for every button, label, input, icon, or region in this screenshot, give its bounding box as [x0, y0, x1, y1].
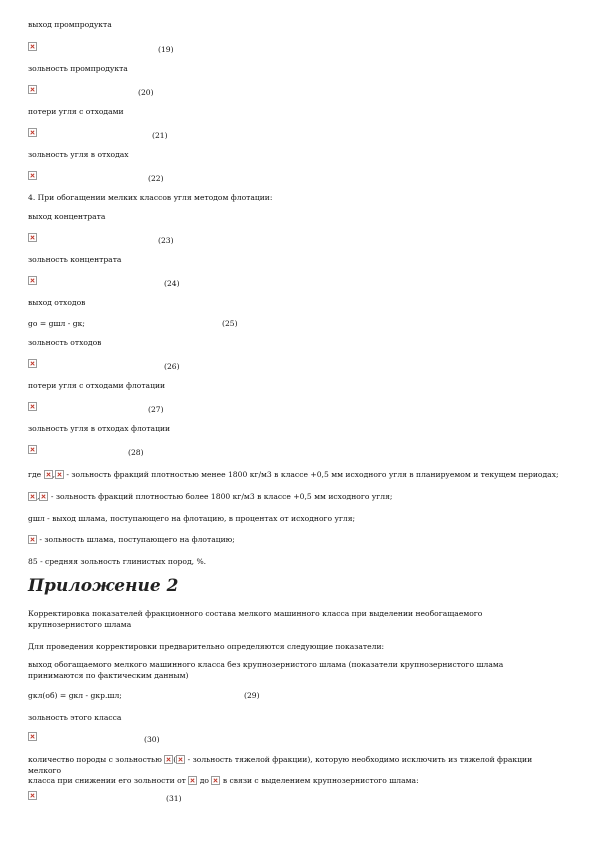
- text-line: выход концентрата: [28, 212, 106, 221]
- broken-image-icon: [188, 776, 197, 785]
- text-line: потери угля с отходами флотации: [28, 381, 166, 390]
- paragraph-text: - зольность тяжелой фракции), которую необходимо исключить из тяжелой фракции мелкого: [28, 755, 533, 775]
- intro-line: Для проведения корректировки предварительно определяются следующие показатели:: [28, 642, 385, 651]
- section-heading: 4. При обогащении мелких классов угля методом флотации:: [28, 193, 273, 202]
- equation-number: (28): [128, 448, 144, 457]
- broken-image-icon: [28, 492, 37, 501]
- broken-image-icon: [28, 402, 38, 412]
- definition-text: - зольность шлама, поступающего на флотацию;: [39, 535, 235, 544]
- equation-number: (23): [158, 236, 174, 245]
- broken-image-icon: [211, 776, 220, 785]
- appendix-subtitle: Корректировка показателей фракционного состава мелкого машинного класса при выделении необогащаемого крупнозернистого шлама: [28, 609, 483, 629]
- definition-text: - зольность фракций плотностью менее 1800 кг/м3 в классе +0,5 мм исходного угля в планируемом и текущем периодах;: [66, 470, 559, 479]
- broken-image-icon: [39, 492, 48, 501]
- text-line: потери угля с отходами: [28, 107, 124, 116]
- equation-number: (27): [148, 405, 164, 414]
- equation-number: (21): [152, 131, 168, 140]
- paragraph-text: в связи с выделением крупнозернистого шлама:: [222, 776, 419, 785]
- equation-number: (26): [164, 362, 180, 371]
- equation-number: (30): [144, 735, 160, 744]
- broken-image-icon: [28, 85, 38, 95]
- paragraph: количество породы с зольностью ( - зольность тяжелой фракции), которую необходимо исключить из тяжелой фракции мелкого класса при снижении его зольности от до в связи с выделением крупнозернистого шлама:: [28, 755, 533, 785]
- definition-line: где , - зольность фракций плотностью менее 1800 кг/м3 в классе +0,5 мм исходного угля в планируемом и текущем периодах;: [28, 470, 559, 479]
- broken-image-icon: [28, 791, 38, 801]
- equation-number: (20): [138, 88, 154, 97]
- text-line: зольность концентрата: [28, 255, 122, 264]
- text-line: зольность отходов: [28, 338, 102, 347]
- equation-number: (29): [244, 691, 260, 700]
- broken-image-icon: [28, 445, 38, 455]
- paragraph: выход обогащаемого мелкого машинного класса без крупнозернистого шлама (показатели крупнозернистого шлама принимаются по фактическим данным): [28, 660, 504, 680]
- where-prefix: где: [28, 470, 42, 479]
- text-line: зольность угля в отходах флотации: [28, 424, 171, 433]
- definition-line: 85 - средняя зольность глинистых пород, %.: [28, 557, 207, 566]
- broken-image-icon: [28, 359, 38, 369]
- definition-text: - зольность фракций плотностью более 1800 кг/м3 в классе +0,5 мм исходного угля;: [50, 492, 393, 501]
- formula: gкл(об) = gкл - gкр.шл;: [28, 691, 122, 700]
- equation-number: (22): [148, 174, 164, 183]
- broken-image-icon: [164, 755, 173, 764]
- broken-image-icon: [55, 470, 64, 479]
- text-line: выход отходов: [28, 298, 86, 307]
- broken-image-icon: [28, 535, 37, 544]
- broken-image-icon: [28, 732, 38, 742]
- definition-line: [28, 535, 235, 545]
- definition-line: , - зольность фракций плотностью более 1800 кг/м3 в классе +0,5 мм исходного угля;: [28, 492, 392, 502]
- broken-image-icon: [28, 42, 38, 52]
- text-line: зольность угля в отходах: [28, 150, 129, 159]
- appendix-title: Приложение 2: [28, 576, 179, 596]
- text-line: зольность промпродукта: [28, 64, 128, 73]
- formula: gо = gшл - gк;: [28, 319, 85, 328]
- broken-image-icon: [28, 128, 38, 138]
- paragraph-text: количество породы с зольностью: [28, 755, 162, 764]
- broken-image-icon: [28, 276, 38, 286]
- paragraph-text: до: [199, 776, 209, 785]
- broken-image-icon: [28, 233, 38, 243]
- broken-image-icon: [28, 171, 38, 181]
- equation-number: (24): [164, 279, 180, 288]
- equation-number: (31): [166, 794, 182, 803]
- equation-number: (19): [158, 45, 174, 54]
- equation-number: (25): [222, 319, 238, 328]
- definition-line: gшл - выход шлама, поступающего на флотацию, в процентах от исходного угля;: [28, 514, 356, 523]
- text-line: выход промпродукта: [28, 20, 112, 29]
- text-line: зольность этого класса: [28, 713, 122, 722]
- broken-image-icon: [176, 755, 185, 764]
- paragraph-text: класса при снижении его зольности от: [28, 776, 186, 785]
- broken-image-icon: [44, 470, 53, 479]
